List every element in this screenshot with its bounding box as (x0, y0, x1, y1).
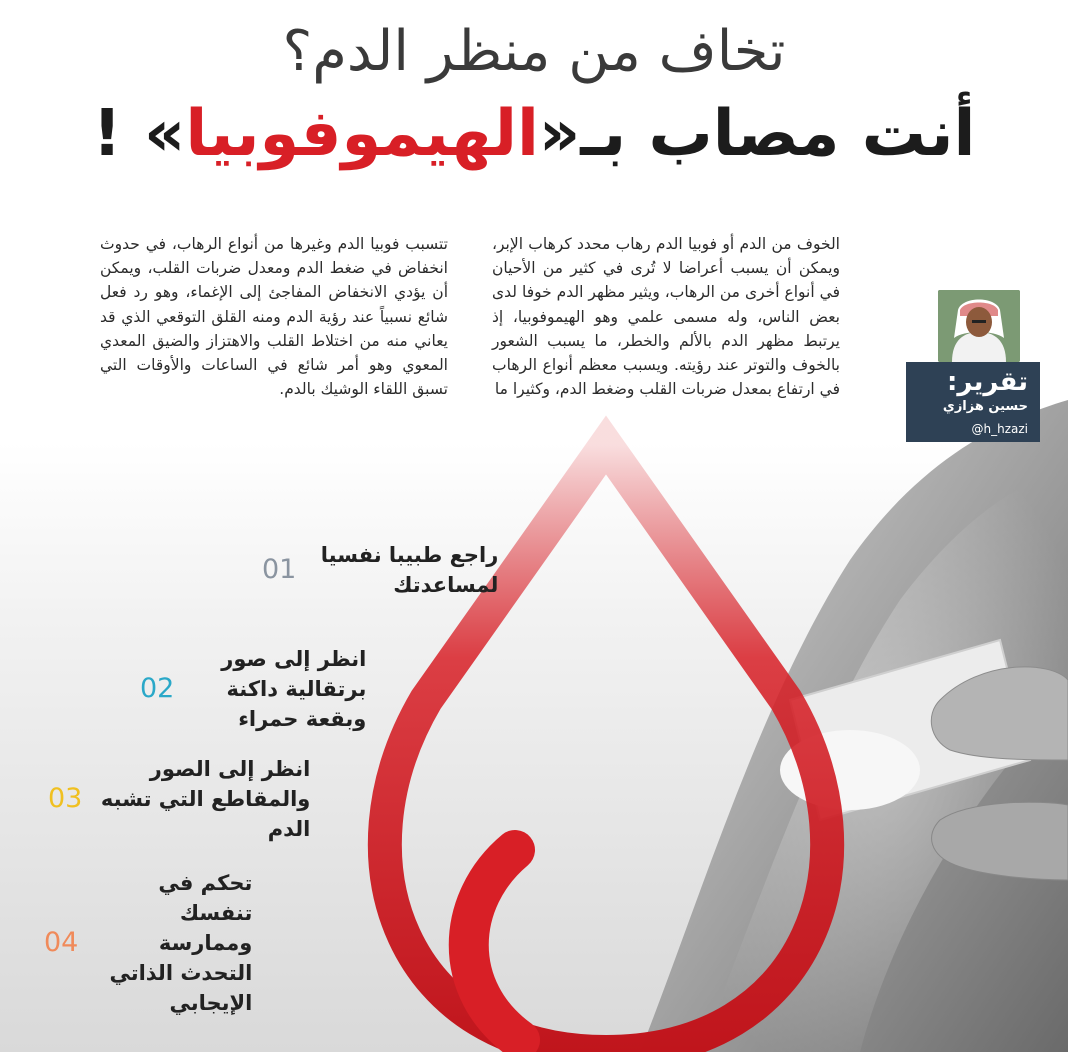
article-column-left: تتسبب فوبيا الدم وغيرها من أنواع الرهاب، في حدوث انخفاض في ضغط الدم ومعدل ضربات القلب، ويمكن أن يؤدي الانخفاض المفاجئ إلى الإغماء، وهو رد فعل شائع نسبياً عند رؤية الدم ومنه القلق التوقعي الذي قد يعاني منه من اختلاط القلب والاهتزاز والضيق المعدي المعوي وهو أمر شائع في الساعات والأوقات التي تسبق اللقاء الوشيك بالدم. (100, 235, 448, 399)
tip-item (140, 644, 366, 734)
tip-number: 04 (44, 927, 79, 958)
drop-inner-curl (469, 850, 520, 1040)
article-column-right: الخوف من الدم أو فوبيا الدم رهاب محدد كرهاب الإبر، ويمكن أن يسبب أعراضا لا تُرى في كثير من الأحيان في أنواع أخرى من الرهاب، ويثير مظهر الدم خوفا لدى بعض الناس، وله مسمى علمي وهو الهيموفوبيا، إذ يرتبط مظهر الدم بالألم والخطر، ما يسبب الشعور بالخوف والتوتر عند رؤيته. ويسبب معظم أنواع الرهاب في ارتفاع بمعدل ضربات القلب وضغط الدم، وكثيرا ما (492, 235, 840, 399)
author-handle: @h_hzazi (971, 422, 1028, 436)
author-card (906, 362, 1040, 442)
tip-text: انظر إلى صور برتقالية داكنة وبقعة حمراء (221, 647, 367, 731)
tip-item (48, 754, 310, 844)
author-name: حسين هزازي (942, 399, 1028, 414)
headline-accent-word: الهيموفوبيا (185, 97, 539, 171)
author-avatar (938, 290, 1020, 362)
tip-item (44, 868, 252, 1018)
tip-text: راجع طبيبا نفسيا لمساعدتك (320, 543, 499, 597)
author-label: تقرير: (947, 367, 1028, 397)
tip-text: انظر إلى الصور والمقاطع التي تشبه الدم (100, 757, 311, 841)
tip-number: 03 (48, 783, 83, 814)
tip-item (262, 540, 498, 600)
headline-main (40, 88, 1028, 180)
tip-text: تحكم في تنفسك وممارسة التحدث الذاتي الإيجابي (109, 871, 253, 1015)
tip-number: 01 (262, 554, 297, 585)
headline-main-suffix: » ! (92, 97, 186, 171)
headline-main-prefix: أنت مصاب بـ« (538, 97, 976, 171)
headline-question: تخاف من منظر الدم؟ (282, 19, 786, 84)
tip-number: 02 (140, 673, 175, 704)
